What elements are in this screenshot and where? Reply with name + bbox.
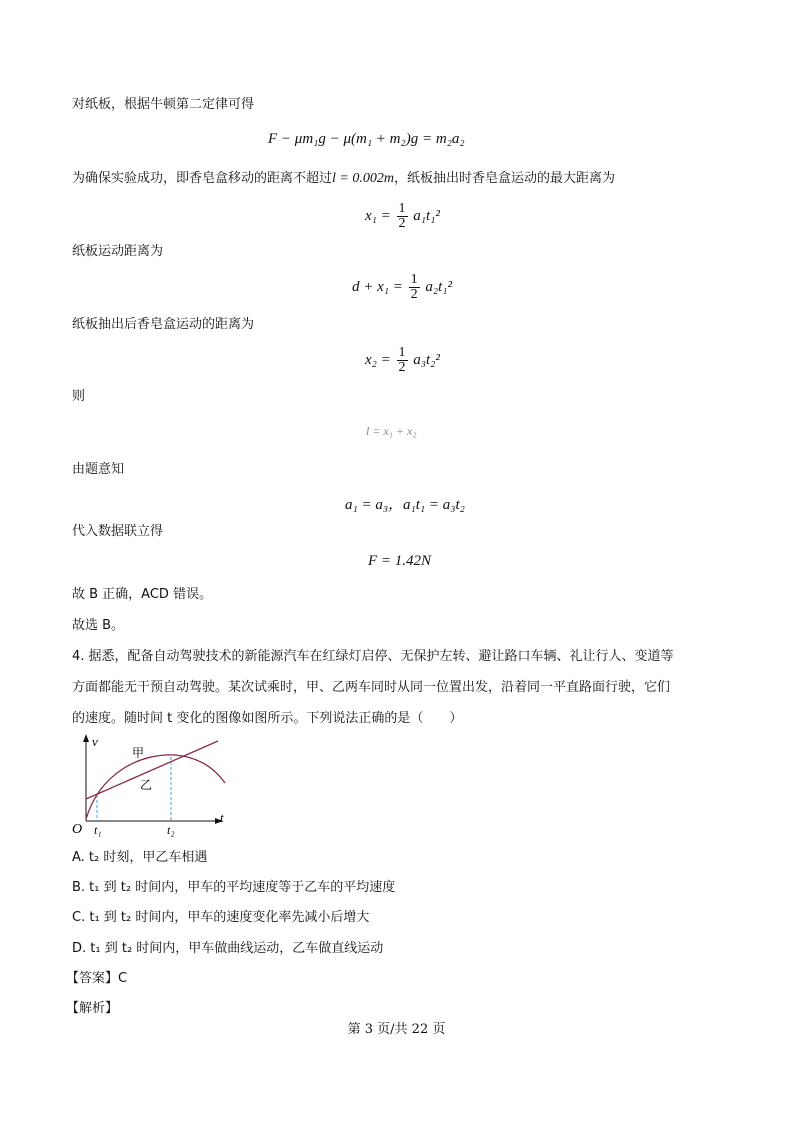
fraction-half: $\frac{1}{2}$ (398, 201, 406, 231)
equation-x1-lhs: x₁ = (365, 207, 391, 224)
solution-paragraph-4: 纸板抽出后香皂盒运动的距离为 (72, 317, 255, 332)
solution-paragraph-1: 对纸板，根据牛顿第二定律可得 (72, 97, 255, 112)
distance-limit: l = 0.002m (332, 171, 394, 186)
jia-label: 甲 (132, 746, 145, 760)
fraction-half: $\frac{1}{2}$ (398, 345, 406, 375)
question-line-3: 的速度。随时间 t 变化的图像如图所示。下列说法正确的是（ ） (72, 711, 463, 726)
analysis-label: 【解析】 (66, 1001, 119, 1016)
question-line-2: 方面都能无干预自动驾驶。某次试乘时，甲、乙两车同时从同一位置出发，沿着同一平直路面行驶，它们 (72, 680, 671, 695)
option-a: A. t₂ 时刻，甲乙车相遇 (72, 850, 208, 865)
equation-newton-second-law: F − μm₁g − μ(m₁ + m₂)g = m₂a₂ (268, 131, 465, 147)
answer-label: 【答案】C (66, 971, 128, 986)
option-c: C. t₁ 到 t₂ 时间内，甲车的速度变化率先减小后增大 (72, 910, 370, 925)
option-d: D. t₁ 到 t₂ 时间内，甲车做曲线运动，乙车做直线运动 (72, 941, 384, 956)
solution-paragraph-5: 则 (72, 389, 86, 404)
equation-acceleration-relations: a₁ = a₃，a₁t₁ = a₃t₂ (345, 497, 465, 513)
equation-x2-lhs: x₂ = (365, 351, 391, 368)
t2-label: t₂ (167, 823, 175, 837)
solution-paragraph-3: 纸板运动距离为 (72, 244, 164, 259)
solution-paragraph-8: 故 B 正确，ACD 错误。 (72, 587, 213, 602)
v-label: v (92, 734, 98, 749)
solution-paragraph-6: 由题意知 (72, 462, 125, 477)
velocity-time-graph (70, 733, 240, 838)
equation-force-result: F = 1.42N (368, 553, 432, 569)
equation-x1 (365, 202, 440, 231)
fraction-half: $\frac{1}{2}$ (410, 272, 418, 302)
option-b: B. t₁ 到 t₂ 时间内，甲车的平均速度等于乙车的平均速度 (72, 880, 396, 895)
solution-paragraph-2 (72, 170, 615, 188)
equation-x2 (365, 346, 440, 375)
equation-x1-rhs: a₁t₁² (413, 207, 440, 224)
jia-curve (86, 755, 225, 819)
solution-paragraph-7: 代入数据联立得 (72, 524, 164, 539)
equation-x2-rhs: a₃t₂² (413, 351, 440, 368)
page-footer: 第 3 页/共 22 页 (347, 1022, 446, 1037)
equation-d-rhs: a₂t₁² (425, 278, 452, 295)
equation-l-sum: l = x₁ + x₂ (366, 424, 417, 438)
v-axis-arrow (83, 734, 89, 742)
solution-paragraph-9: 故选 B。 (72, 618, 125, 633)
solution-paragraph-2-part-a: 为确保实验成功，即香皂盒移动的距离不超过 (72, 171, 333, 186)
solution-paragraph-2-part-b: ，纸板抽出时香皂盒运动的最大距离为 (393, 171, 615, 186)
equation-d-plus-x1 (352, 273, 452, 302)
yi-label: 乙 (140, 778, 153, 792)
t1-label: t₁ (94, 823, 102, 837)
t-label: t (220, 810, 224, 825)
question-line-1: 4. 据悉，配备自动驾驶技术的新能源汽车在红绿灯启停、无保护左转、避让路口车辆、礼让行人、变道等 (72, 649, 674, 664)
origin-label: O (72, 822, 83, 837)
equation-d-lhs: d + x₁ = (352, 278, 403, 295)
